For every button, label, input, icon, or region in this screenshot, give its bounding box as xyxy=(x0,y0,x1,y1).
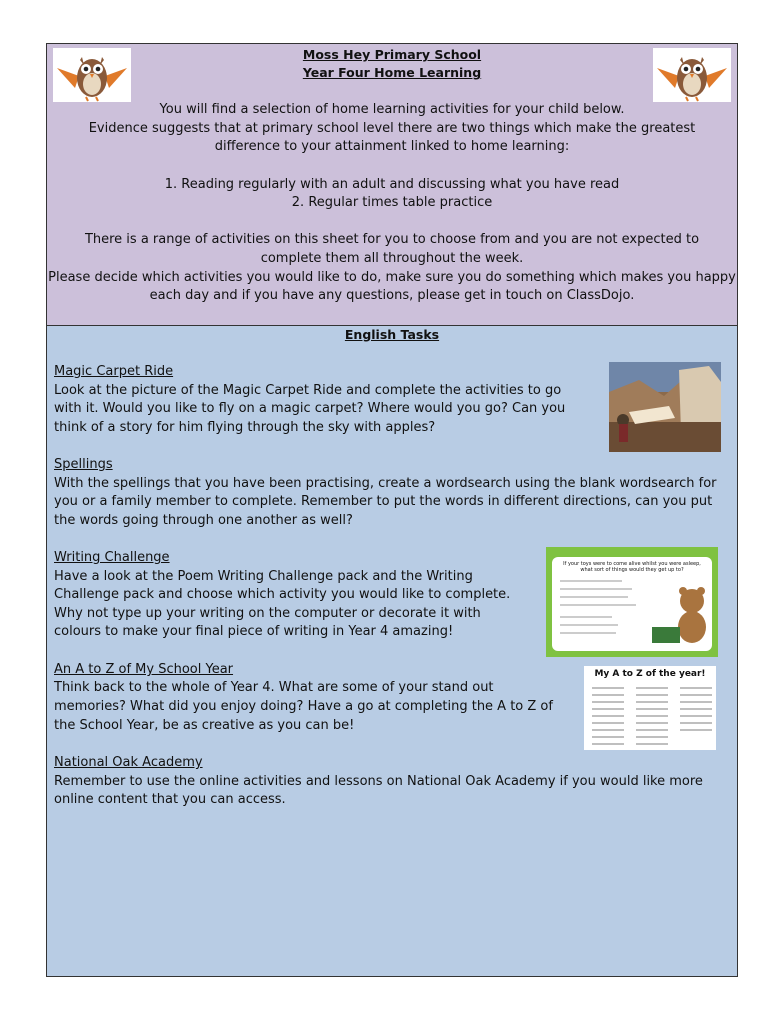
spellings-title: Spellings xyxy=(54,457,113,472)
intro-line-2: Evidence suggests that at primary school level there are two things which make the greatest xyxy=(88,121,696,136)
writing-challenge-line: Have a look at the Poem Writing Challenge pack and the Writing xyxy=(54,569,473,584)
card-text-2: what sort of things would they get up to? xyxy=(580,567,684,573)
header-panel xyxy=(47,44,737,326)
writing-challenge-card xyxy=(546,547,718,657)
school-name: Moss Hey Primary School xyxy=(302,47,482,62)
oak-title: National Oak Academy xyxy=(54,755,203,770)
magic-carpet-line: Look at the picture of the Magic Carpet Ride and complete the activities to go xyxy=(54,383,562,398)
english-heading: English Tasks xyxy=(344,327,440,342)
range-line-1: There is a range of activities on this sheet for you to choose from and you are not expected to xyxy=(84,232,700,247)
writing-challenge-line: colours to make your final piece of writing in Year 4 amazing! xyxy=(54,624,454,639)
magic-carpet-line: think of a story for him flying through the sky with apples? xyxy=(54,420,436,435)
intro-line-1: You will find a selection of home learning activities for your child below. xyxy=(159,102,625,117)
atoz-title: An A to Z of My School Year xyxy=(54,662,234,677)
point-reading: 1. Reading regularly with an adult and discussing what you have read xyxy=(164,177,620,192)
intro-line-3: difference to your attainment linked to home learning: xyxy=(214,139,570,154)
spellings-line: you or a family member to complete. Remember to put the words in different directions, can you put xyxy=(54,494,713,509)
oak-line: online content that you can access. xyxy=(54,792,286,807)
spellings-line: With the spellings that you have been practising, create a wordsearch using the blank wordsearch for xyxy=(54,476,717,491)
writing-challenge-title: Writing Challenge xyxy=(54,550,170,565)
spellings-line: the words going through one another as well? xyxy=(54,513,353,528)
oak-line: Remember to use the online activities and lessons on National Oak Academy if you would like more xyxy=(54,774,703,789)
atoz-line: Think back to the whole of Year 4. What are some of your stand out xyxy=(54,680,494,695)
point-times-tables: 2. Regular times table practice xyxy=(291,195,493,210)
atoz-line: memories? What did you enjoy doing? Have a go at completing the A to Z of xyxy=(54,699,553,714)
atoz-sheet xyxy=(584,666,716,750)
atoz-sheet-title: My A to Z of the year! xyxy=(594,669,706,679)
range-line-2: complete them all throughout the week. xyxy=(260,251,524,266)
home-learning-sheet xyxy=(46,43,738,977)
english-tasks-panel xyxy=(47,326,737,976)
decide-line-2: each day and if you have any questions, please get in touch on ClassDojo. xyxy=(149,288,635,303)
page-subtitle: Year Four Home Learning xyxy=(302,65,482,80)
magic-carpet-title: Magic Carpet Ride xyxy=(54,364,174,379)
atoz-line: the School Year, be as creative as you can be! xyxy=(54,718,355,733)
magic-carpet-picture xyxy=(609,362,721,452)
card-text-1: If your toys were to come alive whilst you were asleep, xyxy=(563,561,701,567)
writing-challenge-line: Why not type up your writing on the computer or decorate it with xyxy=(54,606,481,621)
magic-carpet-line: with it. Would you like to fly on a magic carpet? Where would you go? Can you xyxy=(54,401,566,416)
writing-challenge-line: Challenge pack and choose which activity you would like to complete. xyxy=(54,587,511,602)
decide-line-1: Please decide which activities you would like to do, make sure you do something which makes you happy xyxy=(48,270,736,285)
